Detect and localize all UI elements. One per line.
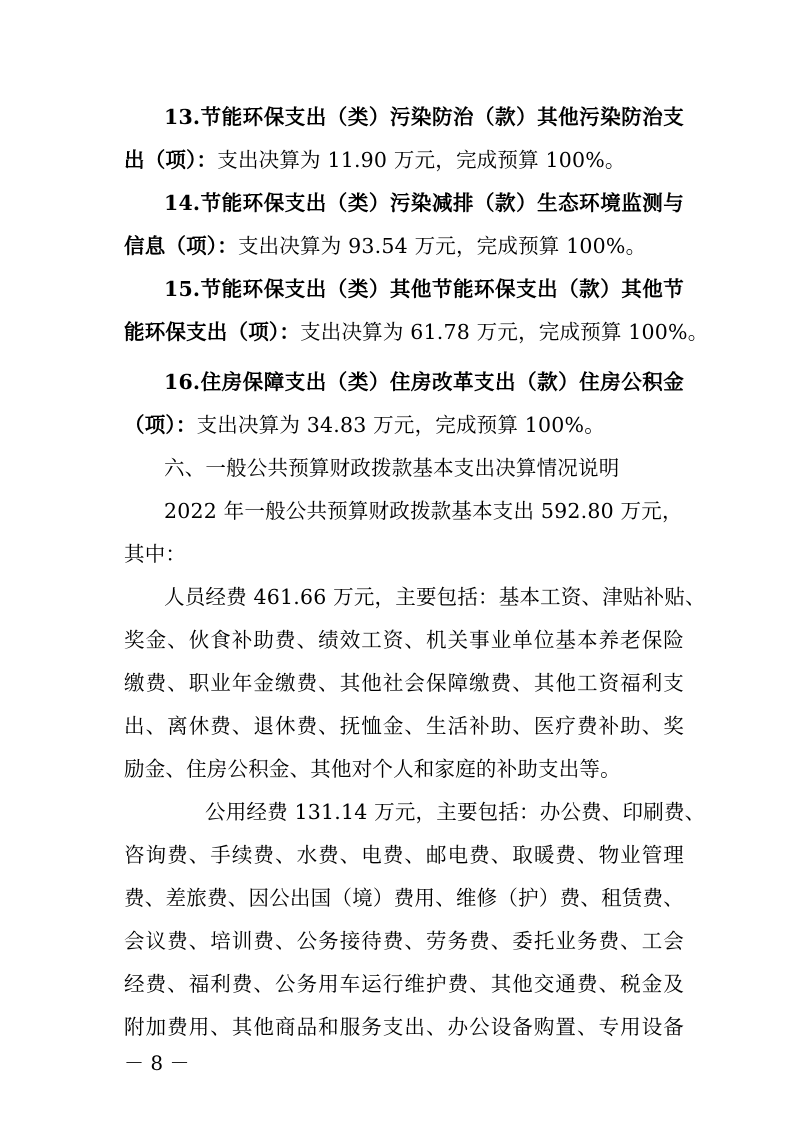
item-16-label: （项）： bbox=[124, 413, 197, 437]
personnel-line-4: 出、离休费、退休费、抚恤金、生活补助、医疗费补助、奖 bbox=[124, 714, 684, 738]
item-15-line-1: 15.节能环保支出（类）其他节能环保支出（款）其他节 bbox=[164, 277, 684, 301]
public-line-6: 附加费用、其他商品和服务支出、办公设备购置、专用设备 bbox=[124, 1015, 684, 1039]
personnel-line-5: 励金、住房公积金、其他对个人和家庭的补助支出等。 bbox=[124, 757, 621, 781]
item-16-line-1: 16.住房保障支出（类）住房改革支出（款）住房公积金 bbox=[164, 370, 684, 394]
public-line-4: 会议费、培训费、公务接待费、劳务费、委托业务费、工会 bbox=[124, 929, 684, 953]
personnel-line-1: 人员经费 461.66 万元，主要包括：基本工资、津贴补贴、 bbox=[164, 585, 706, 609]
item-16-detail: 支出决算为 34.83 万元，完成预算 100%。 bbox=[196, 413, 605, 437]
intro-line-2: 其中： bbox=[124, 542, 187, 566]
intro-line-1: 2022 年一般公共预算财政拨款基本支出 592.80 万元， bbox=[164, 499, 683, 523]
page-number: － 8 － bbox=[124, 1051, 190, 1075]
public-line-1: 公用经费 131.14 万元，主要包括：办公费、印刷费、 bbox=[205, 800, 706, 824]
personnel-line-3: 缴费、职业年金缴费、其他社会保障缴费、其他工资福利支 bbox=[124, 671, 684, 695]
item-13-label: 出（项）： bbox=[124, 148, 218, 172]
item-15-label: 能环保支出（项）： bbox=[124, 320, 301, 344]
item-13-line-1: 13.节能环保支出（类）污染防治（款）其他污染防治支 bbox=[164, 105, 684, 129]
item-16-line-2 bbox=[124, 410, 684, 440]
item-13-detail: 支出决算为 11.90 万元，完成预算 100%。 bbox=[217, 148, 626, 172]
public-line-3: 费、差旅费、因公出国（境）费用、维修（护）费、租赁费、 bbox=[124, 886, 684, 910]
personnel-line-2: 奖金、伙食补助费、绩效工资、机关事业单位基本养老保险 bbox=[124, 628, 684, 652]
item-15-detail: 支出决算为 61.78 万元，完成预算 100%。 bbox=[300, 320, 709, 344]
item-15-line-2 bbox=[124, 317, 709, 347]
item-14-label: 信息（项）： bbox=[124, 234, 238, 258]
public-line-5: 经费、福利费、公务用车运行维护费、其他交通费、税金及 bbox=[124, 972, 684, 996]
section-heading: 六、一般公共预算财政拨款基本支出决算情况说明 bbox=[164, 456, 620, 480]
item-14-detail: 支出决算为 93.54 万元，完成预算 100%。 bbox=[237, 234, 647, 258]
item-14-line-2 bbox=[124, 231, 684, 261]
item-14-line-1: 14.节能环保支出（类）污染减排（款）生态环境监测与 bbox=[164, 191, 684, 215]
public-line-2: 咨询费、手续费、水费、电费、邮电费、取暖费、物业管理 bbox=[124, 843, 684, 867]
item-13-line-2 bbox=[124, 145, 684, 175]
